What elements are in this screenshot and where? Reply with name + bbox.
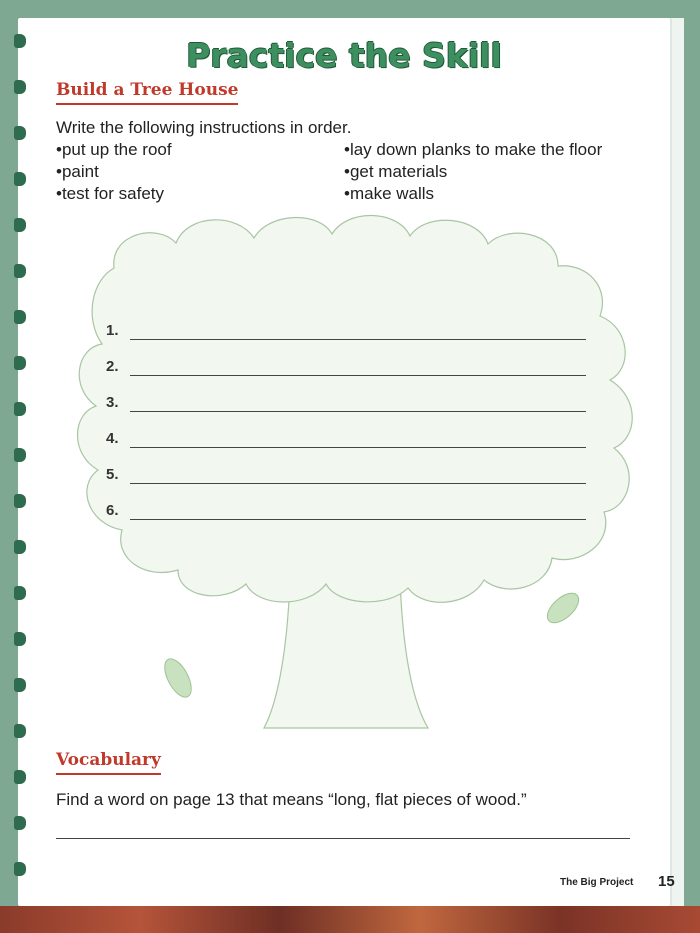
line-number: 1. [106, 322, 119, 339]
answer-line-3[interactable] [106, 394, 586, 418]
writing-line [130, 339, 586, 340]
page-edge [670, 18, 684, 906]
bullet-item: • put up the roof [56, 139, 172, 161]
answer-line-4[interactable] [106, 430, 586, 454]
section-heading-vocabulary: Vocabulary [56, 750, 161, 775]
footer-book-title: The Big Project [560, 877, 634, 888]
answer-line-2[interactable] [106, 358, 586, 382]
leaf-right [542, 588, 584, 628]
bullet-item: • lay down planks to make the floor [344, 139, 602, 161]
leaf-left [159, 655, 196, 701]
section-heading-build-tree-house: Build a Tree House [56, 80, 238, 105]
writing-line [130, 519, 586, 520]
answer-line-1[interactable] [106, 322, 586, 346]
writing-line [130, 447, 586, 448]
writing-line [130, 483, 586, 484]
page-title: Practice the Skill [186, 36, 502, 75]
answer-line-6[interactable] [106, 502, 586, 526]
line-number: 4. [106, 430, 119, 447]
bullet-item: • get materials [344, 161, 602, 183]
bottom-strip [0, 906, 700, 933]
line-number: 2. [106, 358, 119, 375]
page-number: 15 [658, 873, 675, 890]
line-number: 5. [106, 466, 119, 483]
line-number: 3. [106, 394, 119, 411]
vocabulary-answer-line[interactable] [56, 838, 630, 839]
answer-line-5[interactable] [106, 466, 586, 490]
writing-line [130, 411, 586, 412]
bullet-item: • make walls [344, 183, 602, 205]
worksheet-page [18, 18, 675, 906]
line-number: 6. [106, 502, 119, 519]
writing-line [130, 375, 586, 376]
vocabulary-question: Find a word on page 13 that means “long, flat pieces of wood.” [56, 790, 527, 809]
instruction-text: Write the following instructions in order. [56, 118, 352, 137]
bullet-item: • paint [56, 161, 172, 183]
bullet-item: • test for safety [56, 183, 172, 205]
